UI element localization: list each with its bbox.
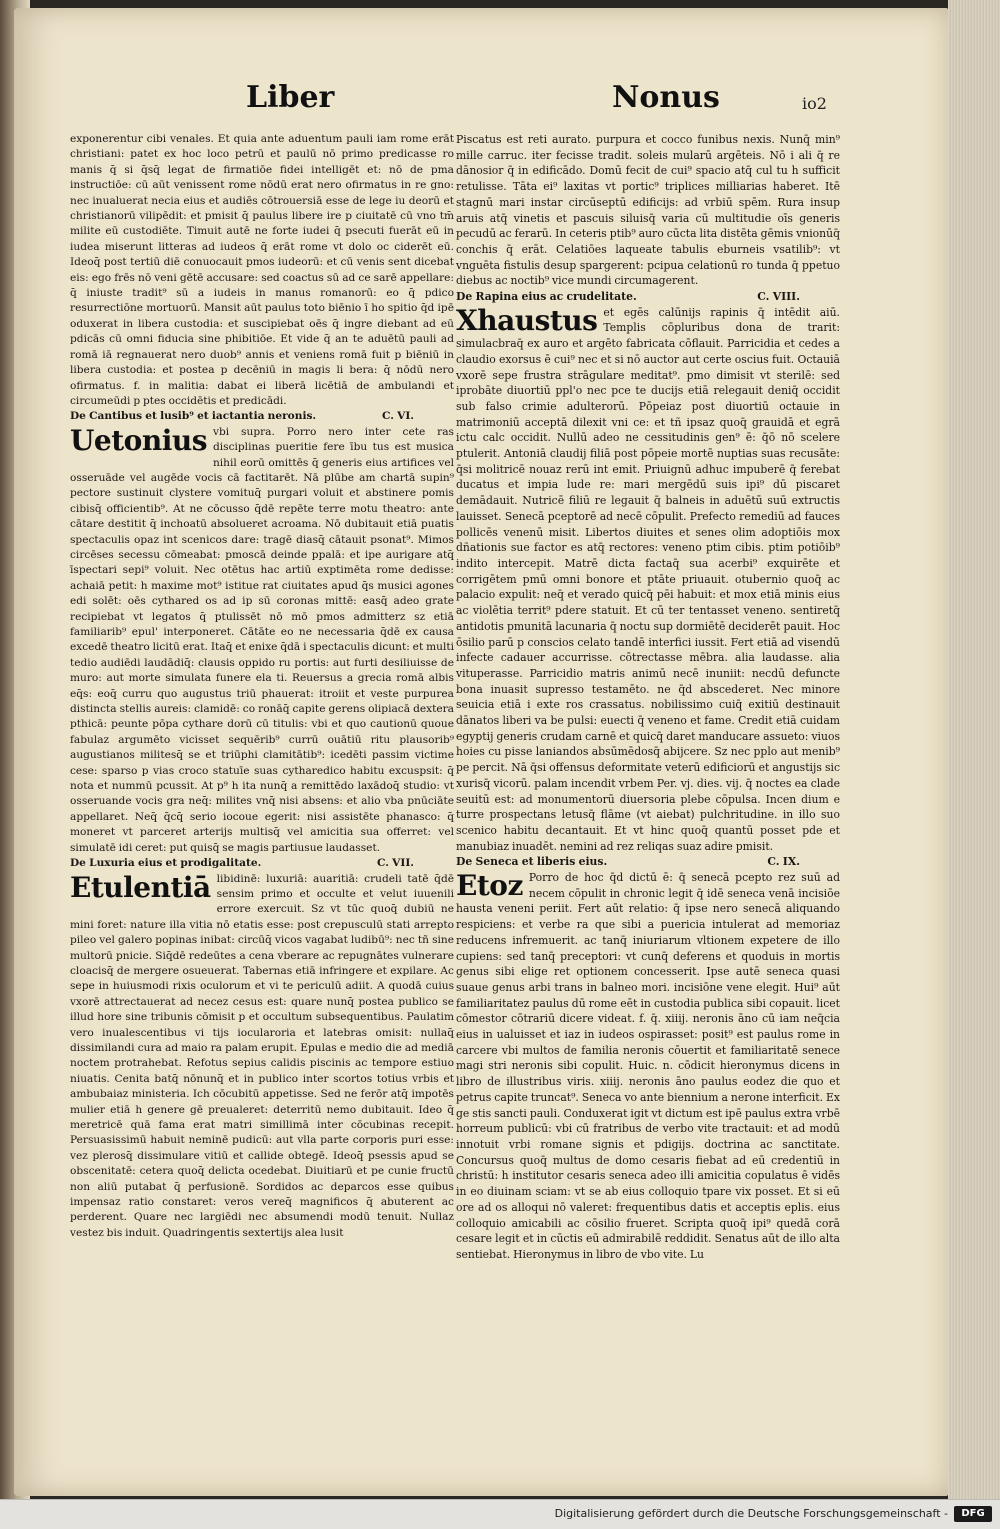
- rubric-title: De Seneca et liberis eius.: [456, 855, 608, 869]
- funding-notice: Digitalisierung gefördert durch die Deutsche Forschungsgemeinschaft -: [554, 1507, 948, 1520]
- paragraph: [70, 872, 454, 1242]
- initial-word: Etoz: [456, 869, 523, 903]
- chapter-number: C. VIII.: [757, 290, 800, 304]
- running-head-right: Nonus: [612, 80, 720, 115]
- right-column: [456, 132, 840, 1263]
- initial-word: Xhaustus: [456, 303, 598, 337]
- paragraph: [456, 305, 840, 855]
- paragraph-text: Porro de hoc q̄d dictū ē: q̄ senecā pcepto rez suū ad necem cōpulit in chronic legit q̄ idē seneca venā incisiōe hausta veneni periit. Fert aūt relatio: q̄ ipse nero senecā aliquando respiciens: et verbe ra que sibi a puericia intulerat ad memoriaz reducens infremuerit. ac tanq̄ iniuriarum vltionem expetere de illo cupiens: sed tanq̄ preceptori: vt cunq̄ deferens et quoduis in mortis genus sibi elige ret optionem concesserit. Ipse autē seneca quasi suaue genus arbi trans in balneo mori. incisiōne vene elegit. Hui⁹ aūt familiaritatez paulus dū rome eēt in custodia publica sibi copauit. licet cōmestor cōtrariū dicere videat. f. q̄. xiiij. neronis āno cū iam neq̄cia eius in ualuisset et iaz in iudeos ospirasset: posit⁹ est paulus rome in carcere vbi multos de familia neronis cōuertit et familiaritatē senece magi stri neronis sibi copulit. Huic. n. cōdicit hieronymus dicens in libro de illustribus viris. xiiij. neronis āno paulus eodez die quo et petrus capite truncat⁹. Seneca vo ante biennium a nerone interficit. Ex ge stis sancti pauli. Conduxerat igit vt dictum est ipē paulus extra vrbē horreum publicū: vbi cū fratribus de verbo vite tractauit: et ad modū innotuit vrbi romane signis et pdigijs. doctrina ac sanctitate. Concursus quoq̄ multus de domo cesaris fiebat ad eū credentiū in christū: h institutor cesaris seneca adeo illi amicitia copulatus ē vidēs in eo diuinam sciam: vt se ab eius colloquio tpare vix posset. Et si eū ore ad os alloqui nō valeret: frequentibus datis et acceptis eplis. eius colloquio amicabili ac cōsilio frueret. Scripta quoq̄ ipi⁹ quedā corā cesare legit et in cūctis eū admirabilē reddidit. Senatus aūt de illo alta sentiebat. Hieronymus in libro de vbo vite. Lu: [456, 871, 840, 1261]
- paragraph-text: libidinē: luxuriā: auaritiā: crudeli tatē q̄dē sensim primo et occulte et velut iuuenili errore exercuit. Sz vt tūc quoq̄ dubiū ne mini foret: nature illa vitia nō etatis esse: post crepusculū stati arrepto pileo vel galero popinas inibat: circūq̄ vicos vagabat ludibū⁹: nec tñ sine multorū pnicie. Siq̄dē redeūtes a cena vberare ac repugnātes vulnerare cloacisq̄ de mergere osueuerat. Tabernas etiā infringere et expilare. Ac sepe in huiusmodi rixis oculorum et vi te periculū adiit. A quodā cuius vxorē attrectauerat ad necez cesus est: quare nunq̄ postea publico se illud hore sine tribunis cōmisit p et occultum subsequentibus. Paulatim vero inualescentibus vi tijs iocularoria et latebras omisit: nullaq̄ dissimilandi cura ad maio ra palam erupit. Epulas e medio die ad mediā noctem protrahebat. Refotus sepius calidis piscinis ac tempore estiuo niuatis. Cenita batq̄ nōnunq̄ et in publico inter scortos totius vrbis et ambubaiaz ministeria. Ich cōcubitū appetisse. Sed ne ferōr atq̄ impotēs mulier etiā h genere gē preualeret: deterritū nemo dubitauit. Ideo q̄ meretricē quā fama erat matri simillimā inter cōcubinas recepit. Persuasissimū habuit neminē pudicū: aut vlla parte corporis puri esse: vez plerosq̄ dissimulare vitiū et callide obtegē. Ideoq̄ psessis apud se obscenitatē: cetera quoq̄ delicta ocedebat. Diuitiarū et pe cunie fructū non aliū putabat q̄ perfusionē. Sordidos ac deparcos esse quibus impensaz ratio constaret: veros vereq̄ magnificos q̄ abuterent ac perderent. Quare nec largiēdi nec absumendi modū tenuit. Nullaz vestez bis induit. Quadringentis sextertijs alea lusit: [70, 872, 454, 1239]
- rubric-title: De Cantibus et lusib⁹ et iactantia neronis.: [70, 410, 317, 423]
- page-edges: [948, 0, 1000, 1500]
- rubric-title: De Rapina eius ac crudelitate.: [456, 290, 637, 304]
- paragraph-text: vbi supra. Porro nero inter cete ras disciplinas pueritie fere ību tus est musica nihil eorū omittēs q̄ generis eius artifices vel osseruāde vel augēde vocis cā factitarēt. Nā plūbe am chartā supin⁹ pectore sustinuit clystere vomituq̄ purgari voluit et abstinere pomis cibisq̄ officientib⁹. At ne cōcusso q̄dē repēte terre motu theatro: ante cātare destitit q̄ inchoatū absolueret acroama. Nō dubitauit etiā puatis spectaculis opaz int scenicos dare: tragē diasq̄ cātauit psonat⁹. Mimos circēses secessu cōmeabat: pmoscā deinde ppalā: et ipe aurigare atq̄ īspectari sepi⁹ voluit. Nec otētus hac artiū exptimēta rome dedisse: achaiā petit: h maxime mot⁹ istitue rat ciuitates apud q̄s musici agones edi solēt: oēs cythared os ad ip sū coronas mittē: easq̄ adeo grate recipiebat vt legatos q̄ ptulissēt nō mō pmos admitterz sz etiā familiarib⁹ epul' interponeret. Cātāte eo ne necessaria q̄dē ex causa excedē theatro licitū erat. Itaq̄ et enixe q̄dā i spectaculis dicunt: et multi tedio audiēdi laudādiq̄: clausis oppido ru portis: aut furti desiliuisse de muro: aut morte simulata funere ela ti. Reuersus a grecia romā albis eq̄s: eoq̄ curru quo augustus triū phauerat: itroiit et veste purpurea distincta stellis aureis: clamidē: co ronāq̄ capite gerens olipiacā dextera pthicā: peunte pōpa cythare dorū cū titulis: vbi et quo cautionū quoue fabulaz argumēto vicisset sequērib⁹ currū ouātiū ritu plausorib⁹ augustianos militesq̄ se et triūphi clamitātib⁹: icedēti passim victime cese: sparso p vias croco statuīe suas cytharedico habitu excuspsit: q̄ nota et nummū pcussit. At p⁹ h ita nunq̄ a remittēdo laxādoq̄ studio: vt osseruande vocis gra neq̄: milites vnq̄ nisi absens: et alio vba pnūciāte appellaret. Neq̄ q̄cq̄ serio iocoue egerit: nisi assistēte phanasco: q̄ moneret vt parceret arterijs multisq̄ vel amicitia sua offerret: vel simulatē idi ceret: put quisq̄ se magis partiusue laudasset.: [70, 425, 454, 854]
- chapter-number: C. VI.: [382, 410, 414, 423]
- page: [14, 8, 948, 1496]
- left-column: [70, 132, 454, 1241]
- folio-number: io2: [802, 94, 827, 113]
- chapter-rubric: [70, 856, 454, 871]
- running-head-left: Liber: [246, 80, 335, 115]
- chapter-rubric: [70, 409, 454, 424]
- rubric-title: De Luxuria eius et prodigalitate.: [70, 857, 262, 870]
- paragraph: [70, 425, 454, 856]
- paragraph: [456, 870, 840, 1263]
- paragraph: exponerentur cibi venales. Et quia ante aduentum pauli iam rome erāt christiani: patet ex hoc loco petrū et paulū nō primo predicasse ro manis q̄ si q̄sq̄ legat de firmatiōe fidei intelligēt et: nō de pma instructiōe: cū aūt venissent rome nōdū erat nero ofirmatus in re gno: nec inualuerat necia eius et audiēs cōtrouersiā esse de lege iu deorū et christianorū vilipēdit: et pmisit q̄ paulus libere ire p ciuitatē cū vno tm̄ milite eū custodiēte. Timuit autē ne forte iudei q̄ psecuti fuerāt eū in iudea miserunt litteras ad iudeos q̄ erāt rome vt dolo oc ciderēt eū. Ideoq̄ post tertiū diē conuocauit pmos iudeorū: et cū venis sent dicebat eis: ego frēs nō veni gētē accusare: sed coactus sū ad ce sarē appellare: q̄ iniuste tradit⁹ sū a iudeis in manus romanorū: eo q̄ pdico resurrectiōne mortuorū. Mansit aūt paulus toto biēnio ī ho spitio q̄d ipē oduxerat in libera custodia: et suscipiebat oēs q̄ ingre diebant ad eū pdicās cū omni fiducia sine phibitiōe. Et vide q̄ an te aduētū pauli ad romā iā regnauerat nero duob⁹ annis et veniens romā fuit p biēniū in libera custodia: et postea p decēniū in magis li bera: q̄ nōdū nero ofirmatus. f. in malitia: dabat ei liberā licētiā de ambulandi et circumeūdi p ptes occidētis et predicādi.: [70, 133, 454, 407]
- footer-bar: [0, 1499, 1000, 1529]
- initial-word: Uetonius: [70, 423, 207, 457]
- paragraph-text: et egēs calūnijs rapinis q̄ intēdit aiū. Templis cōpluribus dona de trarit: simulacbraq̄ ex auro et argēto fabricata cōflauit. Parricidia et cedes a claudio exorsus ē cui⁹ nec et si nō auctor aut certe oscius fuit. Octauiā vxorē sepe frustra strāgulare meditat⁹. pmo dimisit vt sterilē: sed iprobāte diuortiū ppl'o nec pce te ducijs etiā relegauit deniq̄ occidit sub falso crimie adulterorū. Pōpeiaz post diuortiū octauie in matrimoniū acceptā dilexit vni ce: et tñ ipsaz quoq̄ grauidā et egrā ictu calc occidit. Nullū adeo ne cessitudinis gen⁹ ē: q̄ō nō scelere ptulerit. Antoniā claudij filiā post pōpeie mortē nuptias suas recusāte: q̄si molitricē nouaz rerū int emit. Priuignū adhuc impuberē q̄ ferebat ducatus et impia lude re: mari mergēdū suis ipi⁹ dū piscaret demādauit. Nutricē filiū re legauit q̄ balneis in aduētū suū extructis lauisset. Senecā pceptorē ad necē cōpulit. Prefecto remediū ad fauces pollicēs venenū misit. Libertos diuites et senes olim adoptiōis mox dñationis sue factor es atq̄ rectores: veneno ptim cibis. ptim potiōib⁹ indito intercepit. Matrē dicta factaq̄ sua acerbi⁹ exquirēte et corrigētem pmū omni bonore et ptāte priuauit. otubernio quoq̄ ac palacio expulit: neq̄ et verado quicq̄ pēi habuit: et mox etiā minis eius ac violētia territ⁹ pdere statuit. Et cū ter tentasset veneno. sentiretq̄ antidotis pmunitā lacunaria q̄ noctu sup dormiētē deciderēt pauit. Hoc ōsilio parū p conscios celato tandē interfici iussit. Fert etiā ad visendū infecte cadauer accurrisse. cōtrectasse mēbra. alia laudasse. alia vituperasse. Parricidio matris animū necē inuniit: necdū defuncte bona inuasit supresso testamēto. ne q̄d abscederet. Nec minore seuicia etiā i exte ros crassatus. nobilissimo cuiq̄ exitiū destinauit dānatos liberi va be pulsi: euecti q̄ veneno et fame. Credit etiā cuidam egyptij generis crudam carnē et quicq̄ daret manducare assueto: viuos hoies cu pisse laniandos absūmēdosq̄ abijcere. Sz nec pplo aut menib⁹ pe percit. Nā q̄si offensus deformitate veterū edificiorū et angustijs sic xurisq̄ vicorū. palam incendit vrbem Per. vj. dies. vij. q̄ noctes ea clade seuitū est: ad monumentorū diuersoria plebe cōpulsa. Incen dium e turre prospectans letusq̄ flāme (vt aiebat) pulchritudine. in illo suo scenico habitu decantauit. Et vt hinc quoq̄ quantū posset pde et manubiaz inuadēt. nemini ad rez reliqas suaz adire pmisit.: [456, 305, 840, 853]
- chapter-rubric: [456, 289, 840, 305]
- initial-word: Etulentiā: [70, 870, 211, 904]
- dfg-logo-icon: DFG: [954, 1506, 992, 1522]
- chapter-number: C. IX.: [767, 855, 800, 869]
- paragraph: Piscatus est reti aurato. purpura et cocco funibus nexis. Nunq̄ min⁹ mille carruc. iter fecisse tradit. soleis mularū argēteis. Nō i ali q̄ re dānosior q̄ in edificādo. Domū fecit de cui⁹ spacio atq̄ cul tu h sufficit retulisse. Tāta ei⁹ laxitas vt portic⁹ triplices milliarias haberet. Itē stagnū mari instar circūseptū edificijs: ad vrbiū spēm. Rura insup aruis atq̄ vinetis et pascuis siluisq̄ varia cū multitudie oīs generis pecudū ac ferarū. In ceteris ptib⁹ auro cūcta lita distēta gēmis vnionūq̄ conchis q̄ erāt. Celatiōes laqueate tabulis eburneis vsatilib⁹: vt vnguēta fistulis desup spargerent: pcipua celationū ro tunda q̄ ppetuo diebus ac noctib⁹ vice mundi circumagerent.: [456, 133, 840, 288]
- chapter-rubric: [456, 854, 840, 870]
- chapter-number: C. VII.: [377, 857, 414, 870]
